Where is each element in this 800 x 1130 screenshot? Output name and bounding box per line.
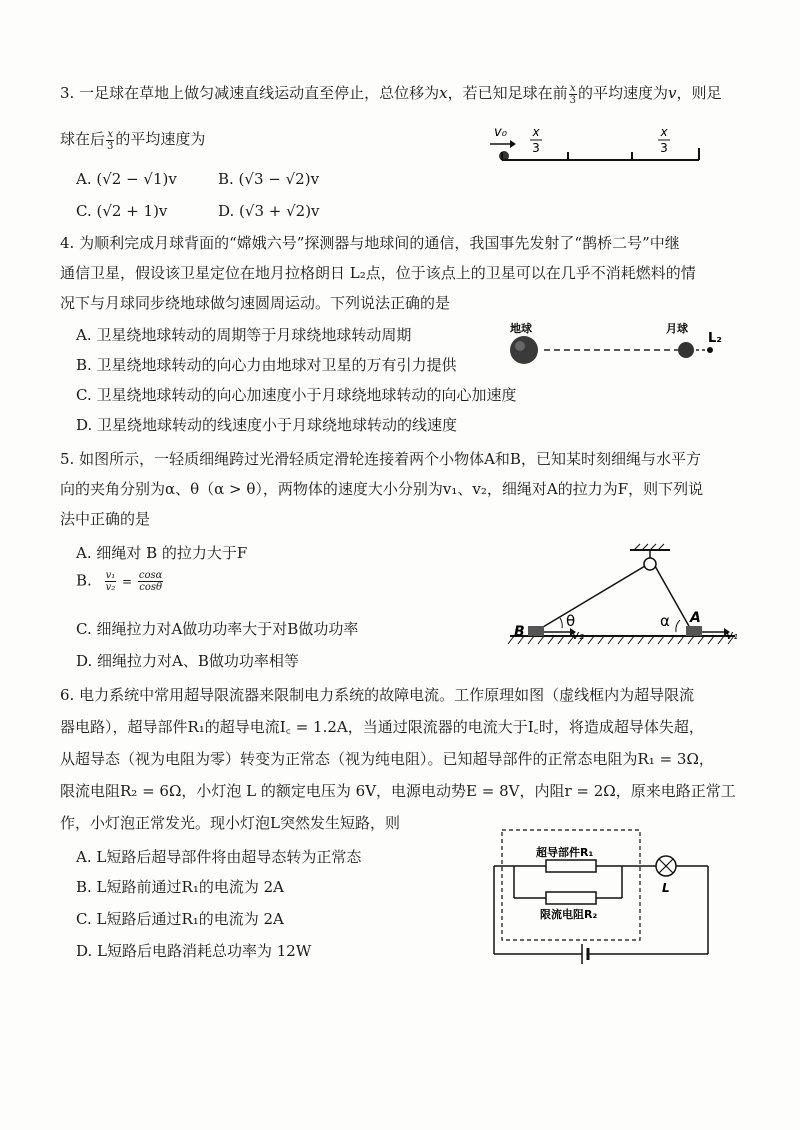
block-b bbox=[528, 626, 544, 636]
q3-diagram bbox=[484, 118, 714, 174]
q5-stem-line1: 5. 如图所示，一轻质细绳跨过光滑轻质定滑轮连接着两个小物体A和B，已知某时刻细绳与水平方 bbox=[60, 450, 701, 468]
q5-theta-label: θ bbox=[566, 612, 576, 630]
q4-option-b: B. 卫星绕地球转动的向心力由地球对卫星的万有引力提供 bbox=[76, 356, 457, 374]
q3-seg1-num: x bbox=[532, 125, 540, 139]
pulley-icon bbox=[644, 558, 656, 570]
q5-v1-label: v₁ bbox=[726, 628, 738, 642]
q5-stem-line2: 向的夹角分别为α、θ（α > θ），两物体的速度大小分别为v₁、v₂，细绳对A的拉力为F，则下列说 bbox=[60, 480, 704, 498]
q4-diagram bbox=[500, 318, 740, 368]
q4-l2-label: L₂ bbox=[708, 331, 722, 346]
q3-text: 的平均速度为 bbox=[115, 130, 206, 148]
q4-stem-line3: 况下与月球同步绕地球做匀速圆周运动。下列说法正确的是 bbox=[60, 294, 451, 312]
q6-stem-line2: 器电路），超导部件R₁的超导电流I꜀ = 1.2A，当通过限流器的电流大于I꜀时，将造成超导体失超， bbox=[60, 718, 704, 736]
resistor-r2 bbox=[546, 892, 596, 904]
q3-var-v: v bbox=[667, 84, 677, 102]
q5-label-a: A bbox=[690, 610, 701, 626]
block-a bbox=[686, 626, 702, 636]
q5-option-d: D. 细绳拉力对A、B做功功率相等 bbox=[76, 652, 299, 670]
q4-stem-line1: 4. 为顺利完成月球背面的“嫦娥六号”探测器与地球间的通信，我国事先发射了“鹊桥二号”中继 bbox=[60, 234, 680, 252]
q3-seg1-den: 3 bbox=[532, 141, 540, 155]
q3-text: 的平均速度为 bbox=[577, 84, 668, 102]
q3-text: 球在后 bbox=[60, 130, 106, 148]
q6-option-a: A. L短路后超导部件将由超导态转为正常态 bbox=[76, 848, 362, 866]
earth-icon bbox=[510, 336, 538, 364]
q3-v0-label: v₀ bbox=[494, 125, 507, 140]
q6-lamp-label: L bbox=[662, 881, 670, 895]
q5-label-b: B bbox=[514, 624, 525, 640]
q3-stem-line1 bbox=[60, 82, 721, 106]
q6-option-c: C. L短路后通过R₁的电流为 2A bbox=[76, 910, 284, 928]
q3-fraction: $\frac{x}{3}$ bbox=[107, 128, 114, 152]
q5-option-a: A. 细绳对 B 的拉力大于F bbox=[76, 544, 248, 562]
q6-option-d: D. L短路后电路消耗总功率为 12W bbox=[76, 942, 312, 960]
q3-option-a: A. (√2 − √1)v bbox=[76, 170, 177, 188]
q3-seg2-den: 3 bbox=[660, 141, 668, 155]
q5-alpha-label: α bbox=[660, 612, 670, 630]
q5-stem-line3: 法中正确的是 bbox=[60, 510, 151, 528]
q6-option-b: B. L短路前通过R₁的电流为 2A bbox=[76, 878, 284, 896]
q3-text: 3. 一足球在草地上做匀减速直线运动直至停止，总位移为 bbox=[60, 84, 440, 102]
q5-v2-label: v₂ bbox=[572, 628, 584, 642]
q3-var-x: x bbox=[439, 84, 448, 102]
q3-text: ，若已知足球在前 bbox=[447, 84, 568, 102]
q3-text: ，则足 bbox=[676, 84, 722, 102]
q4-stem-line2: 通信卫星，假设该卫星定位在地月拉格朗日 L₂点，位于该点上的卫星可以在几乎不消耗燃料的情 bbox=[60, 264, 696, 282]
q3-stem-line2 bbox=[60, 128, 205, 152]
q6-r2-label: 限流电阻R₂ bbox=[540, 908, 598, 921]
q5-diagram bbox=[500, 540, 740, 650]
moon-icon bbox=[678, 342, 694, 358]
q3-option-b: B. (√3 − √2)v bbox=[218, 170, 320, 188]
q6-stem-line4: 限流电阻R₂ = 6Ω，小灯泡 L 的额定电压为 6V，电源电动势E = 8V，内阻r = 2Ω，原来电路正常工 bbox=[60, 782, 736, 800]
q6-stem-line5: 作，小灯泡正常发光。现小灯泡L突然发生短路，则 bbox=[60, 814, 400, 832]
q3-option-d: D. (√3 + √2)v bbox=[218, 202, 320, 220]
l2-point-icon bbox=[707, 347, 713, 353]
q3-fraction: $\frac{x}{3}$ bbox=[569, 82, 576, 106]
q5-option-c: C. 细绳拉力对A做功功率大于对B做功功率 bbox=[76, 620, 359, 638]
q4-option-d: D. 卫星绕地球转动的线速度小于月球绕地球转动的线速度 bbox=[76, 416, 458, 434]
q4-option-a: A. 卫星绕地球转动的周期等于月球绕地球转动周期 bbox=[76, 326, 412, 344]
resistor-r1 bbox=[546, 860, 596, 872]
q4-option-c: C. 卫星绕地球转动的向心加速度小于月球绕地球转动的向心加速度 bbox=[76, 386, 517, 404]
q6-stem-line1: 6. 电力系统中常用超导限流器来限制电力系统的故障电流。工作原理如图（虚线框内为超导限流 bbox=[60, 686, 695, 704]
q3-option-c: C. (√2 + 1)v bbox=[76, 202, 168, 220]
q3-seg2-num: x bbox=[660, 125, 668, 139]
q5-option-b: B. $\frac{\text{v₁}}{\text{v₂}}$ = $\frac{\cos\alpha}{\cos\theta}$ bbox=[76, 570, 163, 593]
q6-circuit-diagram bbox=[490, 826, 720, 976]
q4-earth-label: 地球 bbox=[510, 322, 532, 335]
q6-r1-label: 超导部件R₁ bbox=[536, 846, 594, 859]
q4-moon-label: 月球 bbox=[666, 322, 688, 335]
q6-stem-line3: 从超导态（视为电阻为零）转变为正常态（视为纯电阻）。已知超导部件的正常态电阻为R₁ = 3Ω， bbox=[60, 750, 714, 768]
